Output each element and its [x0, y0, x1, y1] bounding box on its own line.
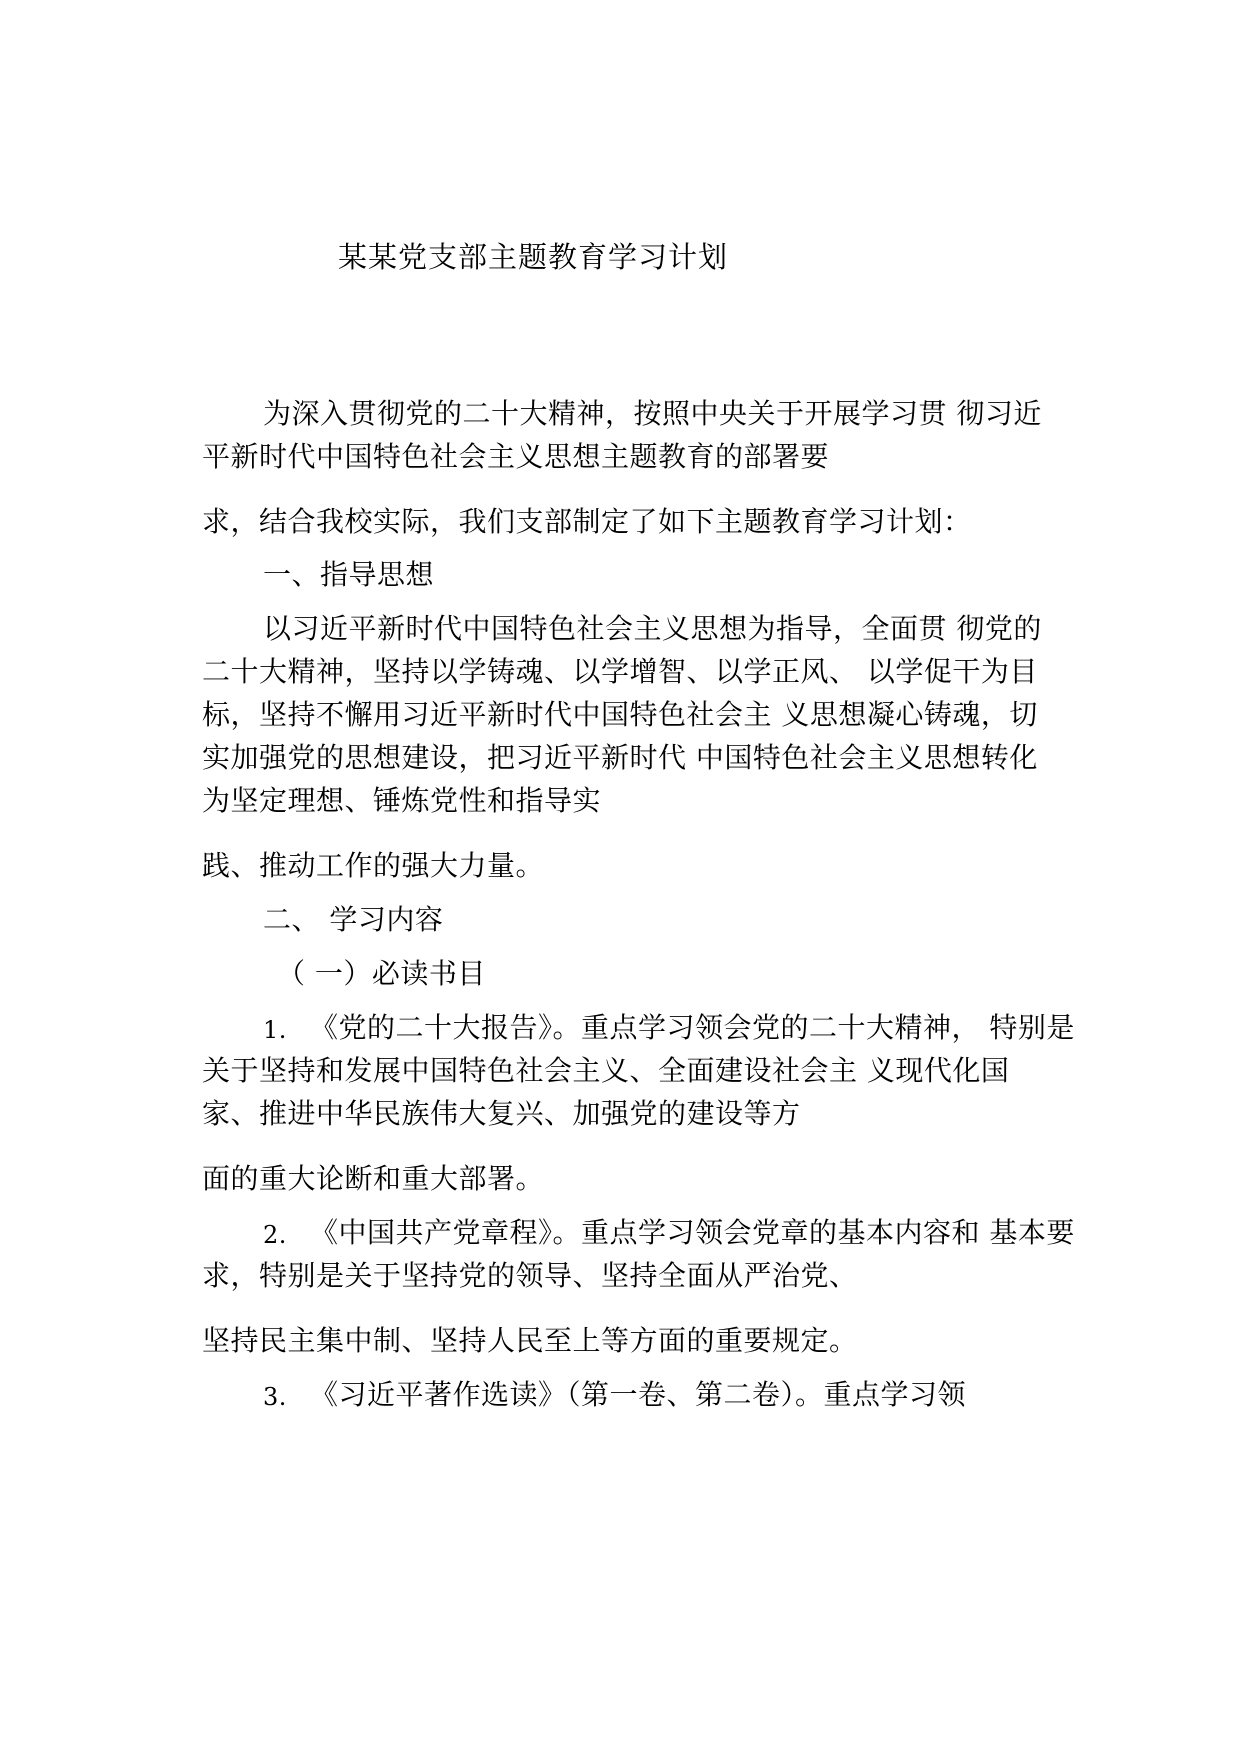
list-number: 2.	[263, 1221, 287, 1249]
paragraph-line: 二十大精神，坚持以学铸魂、以学增智、以学正风、 以学促干为目	[202, 655, 1038, 688]
section-heading: 一、指导思想	[263, 558, 435, 591]
paragraph-line: 实加强党的思想建设，把习近平新时代 中国特色社会主义思想转化	[202, 741, 1038, 774]
paragraph-line: 为坚定理想、锤炼党性和指导实	[202, 784, 602, 817]
paragraph-line: 家、推进中华民族伟大复兴、加强党的建设等方	[202, 1097, 801, 1130]
section-heading: 二、 学习内容	[263, 903, 444, 936]
paragraph-line: 坚持民主集中制、坚持人民至上等方面的重要规定。	[202, 1324, 858, 1357]
paragraph-line: 求，特别是关于坚持党的领导、坚持全面从严治党、	[202, 1259, 858, 1292]
paragraph-line: 《中国共产党章程》。重点学习领会党章的基本内容和 基本要	[310, 1216, 1075, 1249]
paragraph-line: 践、推动工作的强大力量。	[202, 849, 545, 882]
paragraph-line: 求，结合我校实际，我们支部制定了如下主题教育学习计划：	[202, 505, 972, 538]
paragraph-line: 《习近平著作选读》（第一卷、第二卷）。重点学习领	[310, 1378, 967, 1411]
paragraph-line: 以习近平新时代中国特色社会主义思想为指导，全面贯 彻党的	[263, 612, 1042, 645]
paragraph-line: 为深入贯彻党的二十大精神，按照中央关于开展学习贯 彻习近	[263, 397, 1042, 430]
paragraph-line: 标，坚持不懈用习近平新时代中国特色社会主 义思想凝心铸魂，切	[202, 698, 1038, 731]
paragraph-line: 平新时代中国特色社会主义思想主题教育的部署要	[202, 440, 830, 473]
paragraph-line: 面的重大论断和重大部署。	[202, 1162, 545, 1195]
subsection-heading: （ 一）必读书目	[277, 957, 486, 990]
paragraph-line: 《党的二十大报告》。重点学习领会党的二十大精神， 特别是	[310, 1011, 1075, 1044]
list-number: 3.	[263, 1383, 287, 1411]
paragraph-line: 关于坚持和发展中国特色社会主义、全面建设社会主 义现代化国	[202, 1054, 1010, 1087]
list-number: 1.	[263, 1016, 287, 1044]
document-title: 某某党支部主题教育学习计划	[338, 240, 729, 274]
